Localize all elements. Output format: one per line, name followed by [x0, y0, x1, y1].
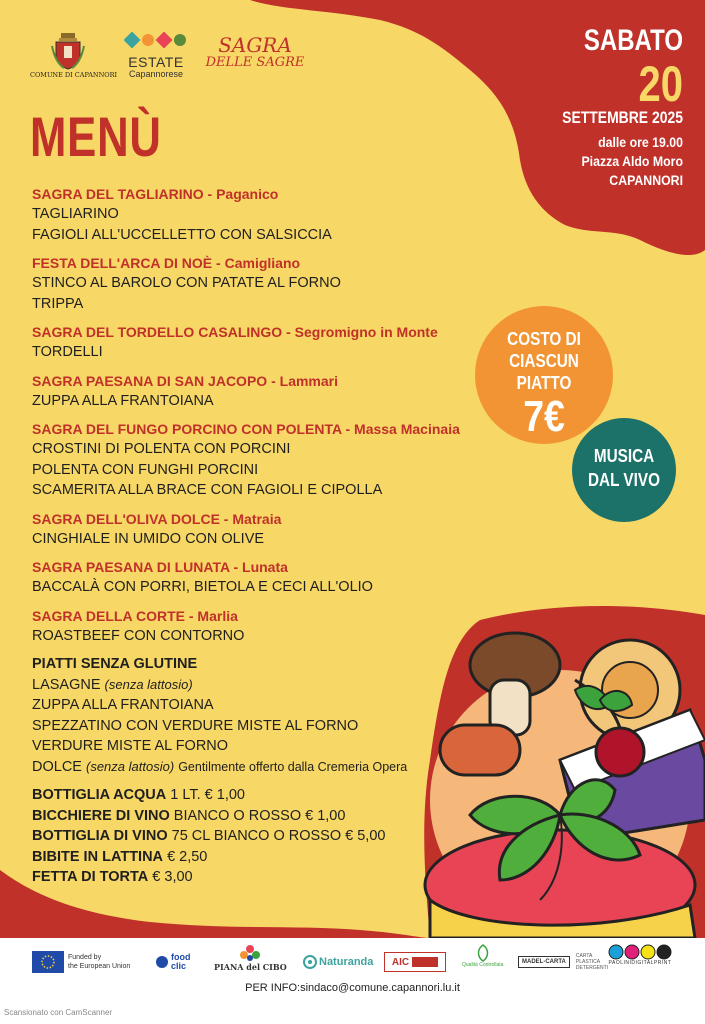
entry-name: SAGRA PAESANA DI LUNATA — [32, 559, 230, 575]
price-row — [32, 785, 482, 806]
entry-header: SAGRA DEL FUNGO PORCINO CON POLENTA - Massa Macinaia — [32, 421, 460, 437]
price-label: FETTA DI TORTA — [32, 869, 149, 885]
entry-header: FESTA DELL'ARCA DI NOÈ - Camigliano — [32, 255, 301, 271]
estate-pattern-icon — [124, 32, 188, 48]
comune-crest-icon — [50, 32, 86, 70]
dish: STINCO AL BAROLO CON PATATE AL FORNO — [32, 275, 341, 291]
entry-name: SAGRA DELLA CORTE — [32, 607, 185, 624]
menu-entry — [32, 419, 482, 501]
cost-badge — [475, 306, 613, 444]
event-place: Piazza Aldo Moro — [581, 153, 683, 169]
naturanda-spiral-icon — [303, 955, 317, 969]
event-town: CAPANNORI — [609, 172, 683, 188]
piana-flower-icon — [239, 944, 261, 962]
estate-title: ESTATE — [128, 54, 184, 70]
entry-location: Lunata — [242, 559, 288, 575]
dish: FAGIOLI ALL'UCCELLETTO CON SALSICCIA — [32, 226, 332, 243]
dish: TRIPPA — [32, 295, 84, 312]
gluten-free-title: PIATTI SENZA GLUTINE — [32, 656, 198, 672]
dish: TORDELLI — [32, 344, 103, 360]
dish: TAGLIARINO — [32, 206, 119, 222]
dish: CINGHIALE IN UMIDO CON OLIVE — [32, 530, 265, 547]
entry-name: SAGRA DEL FUNGO PORCINO CON POLENTA — [32, 421, 342, 437]
entry-name: SAGRA DELL'OLIVA DOLCE — [32, 510, 220, 527]
eu-line2: the European Union — [68, 963, 131, 970]
menu-entry — [32, 606, 482, 647]
piana-del-cibo-logo — [214, 944, 287, 972]
cmyk-dots-icon — [608, 944, 672, 960]
qualita-label: Qualità Controllata — [462, 962, 504, 968]
aic-logo — [384, 948, 446, 976]
price-label: BOTTIGLIA DI VINO — [32, 828, 168, 844]
music-line2: DAL VIVO — [588, 470, 660, 490]
event-info — [533, 24, 683, 190]
price-detail: € 2,50 — [167, 848, 208, 865]
entry-header: SAGRA DELL'OLIVA DOLCE - Matraia — [32, 510, 282, 527]
dish-name: DOLCE — [32, 758, 82, 775]
eu-flag-icon — [32, 951, 64, 973]
cost-line2: CIASCUN PIATTO — [509, 351, 579, 393]
dish: SPEZZATINO CON VERDURE MISTE AL FORNO — [32, 717, 359, 734]
dish: POLENTA CON FUNGHI PORCINI — [32, 461, 259, 478]
price-detail: 75 CL BIANCO O ROSSO € 5,00 — [171, 828, 386, 844]
live-music-badge — [572, 418, 676, 522]
entry-location: Paganico — [216, 186, 279, 202]
dish: BACCALÀ CON PORRI, BIETOLA E CECI ALL'OLIO — [32, 579, 373, 595]
menu-entry — [32, 184, 482, 245]
entry-header: SAGRA DELLA CORTE - Marlia — [32, 607, 238, 624]
entry-name: FESTA DELL'ARCA DI NOÈ — [32, 255, 213, 271]
madel-logo — [518, 948, 609, 976]
menu-list — [32, 184, 482, 888]
menu-entry — [32, 322, 482, 363]
naturanda-logo — [303, 948, 373, 976]
event-time: dalle ore 19.00 — [598, 134, 683, 150]
scanner-watermark: Scansionato con CamScanner — [4, 1008, 113, 1017]
menu-entry — [32, 509, 482, 550]
qualita-logo — [462, 944, 503, 972]
menu-entry — [32, 371, 482, 412]
sagra-delle-sagre-logo — [200, 34, 310, 70]
event-details — [551, 133, 683, 190]
madel-label: MADEL-CARTA — [518, 956, 570, 968]
menu-entry — [32, 557, 482, 598]
price-row — [32, 826, 482, 847]
sagra-line2: DELLE SAGRE — [205, 55, 305, 70]
entry-location: Camigliano — [224, 255, 301, 271]
page-title: MENÙ — [30, 105, 162, 168]
aic-label: AIC — [391, 956, 410, 968]
sagra-line1: SAGRA — [218, 33, 292, 57]
cost-line1: COSTO DI — [507, 329, 581, 349]
dish-note: (senza lattosio) — [104, 676, 193, 692]
entry-location: Lammari — [279, 372, 338, 389]
eu-line1: Funded by — [68, 954, 102, 961]
foodclic-icon — [155, 955, 169, 969]
estate-subtitle: Capannorese — [128, 69, 184, 79]
foodclic-logo — [155, 948, 191, 976]
price-detail: BIANCO O ROSSO € 1,00 — [173, 807, 346, 824]
event-date-number: 20 — [638, 56, 683, 112]
price-detail: 1 LT. € 1,00 — [170, 787, 245, 803]
dish — [32, 757, 482, 778]
entry-location: Segromigno in Monte — [294, 324, 438, 340]
entry-header: SAGRA DEL TORDELLO CASALINGO - Segromigno in Monte — [32, 324, 438, 340]
cost-price: 7€ — [523, 392, 565, 441]
drinks-prices — [32, 785, 482, 888]
entry-location: Marlia — [197, 607, 238, 624]
naturanda-label: Naturanda — [319, 956, 374, 968]
entry-name: SAGRA PAESANA DI SAN JACOPO — [32, 372, 268, 389]
dish-name: LASAGNE — [32, 676, 101, 693]
entry-header: SAGRA DEL TAGLIARINO - Paganico — [32, 186, 279, 202]
event-month-year: SETTEMBRE 2025 — [562, 108, 683, 127]
price-row — [32, 847, 482, 868]
comune-label: COMUNE DI CAPANNORI — [30, 71, 118, 79]
price-label: BICCHIERE DI VINO — [32, 807, 170, 824]
dish: SCAMERITA ALLA BRACE CON FAGIOLI E CIPOLLA — [32, 482, 383, 498]
entry-location: Matraia — [232, 510, 282, 527]
gluten-free-section — [32, 654, 482, 777]
carta-label: CARTA PLASTICA DETERGENTI — [575, 953, 609, 971]
estate-capannorese-logo — [124, 32, 188, 79]
entry-header: SAGRA PAESANA DI LUNATA - Lunata — [32, 559, 288, 575]
piana-label: PIANA del CIBO — [214, 962, 287, 972]
foodclic-line1: food — [171, 952, 191, 962]
dish: CROSTINI DI POLENTA CON PORCINI — [32, 441, 291, 457]
dish-credit: Gentilmente offerto dalla Cremeria Opera — [178, 759, 408, 774]
menu-entry — [32, 253, 482, 314]
entry-header: SAGRA PAESANA DI SAN JACOPO - Lammari — [32, 372, 338, 389]
price-row — [32, 806, 482, 827]
foodclic-line2: clic — [171, 961, 187, 971]
price-row — [32, 867, 482, 888]
info-contact[interactable]: PER INFO:sindaco@comune.capannori.lu.it — [245, 982, 460, 994]
dish: ZUPPA ALLA FRANTOIANA — [32, 697, 214, 713]
music-line1: MUSICA — [593, 446, 655, 466]
aic-bar — [412, 957, 438, 967]
price-label: BIBITE IN LATTINA — [32, 848, 164, 865]
dish: VERDURE MISTE AL FORNO — [32, 738, 229, 754]
dish: ROASTBEEF CON CONTORNO — [32, 627, 245, 644]
dish — [32, 675, 482, 696]
event-day: SABATO — [583, 24, 683, 57]
qualita-leaf-icon — [475, 944, 491, 962]
eu-logo — [32, 948, 130, 976]
entry-name: SAGRA DEL TORDELLO CASALINGO — [32, 324, 283, 340]
paolini-logo — [608, 944, 672, 972]
price-detail: € 3,00 — [152, 869, 193, 885]
entry-name: SAGRA DEL TAGLIARINO — [32, 186, 204, 202]
dish: ZUPPA ALLA FRANTOIANA — [32, 392, 214, 409]
price-label: BOTTIGLIA ACQUA — [32, 787, 167, 803]
entry-location: Massa Macinaia — [354, 421, 460, 437]
dish-note: (senza lattosio) — [86, 758, 175, 774]
paolini-label: PAOLINIDIGITALPRINT — [608, 960, 672, 966]
